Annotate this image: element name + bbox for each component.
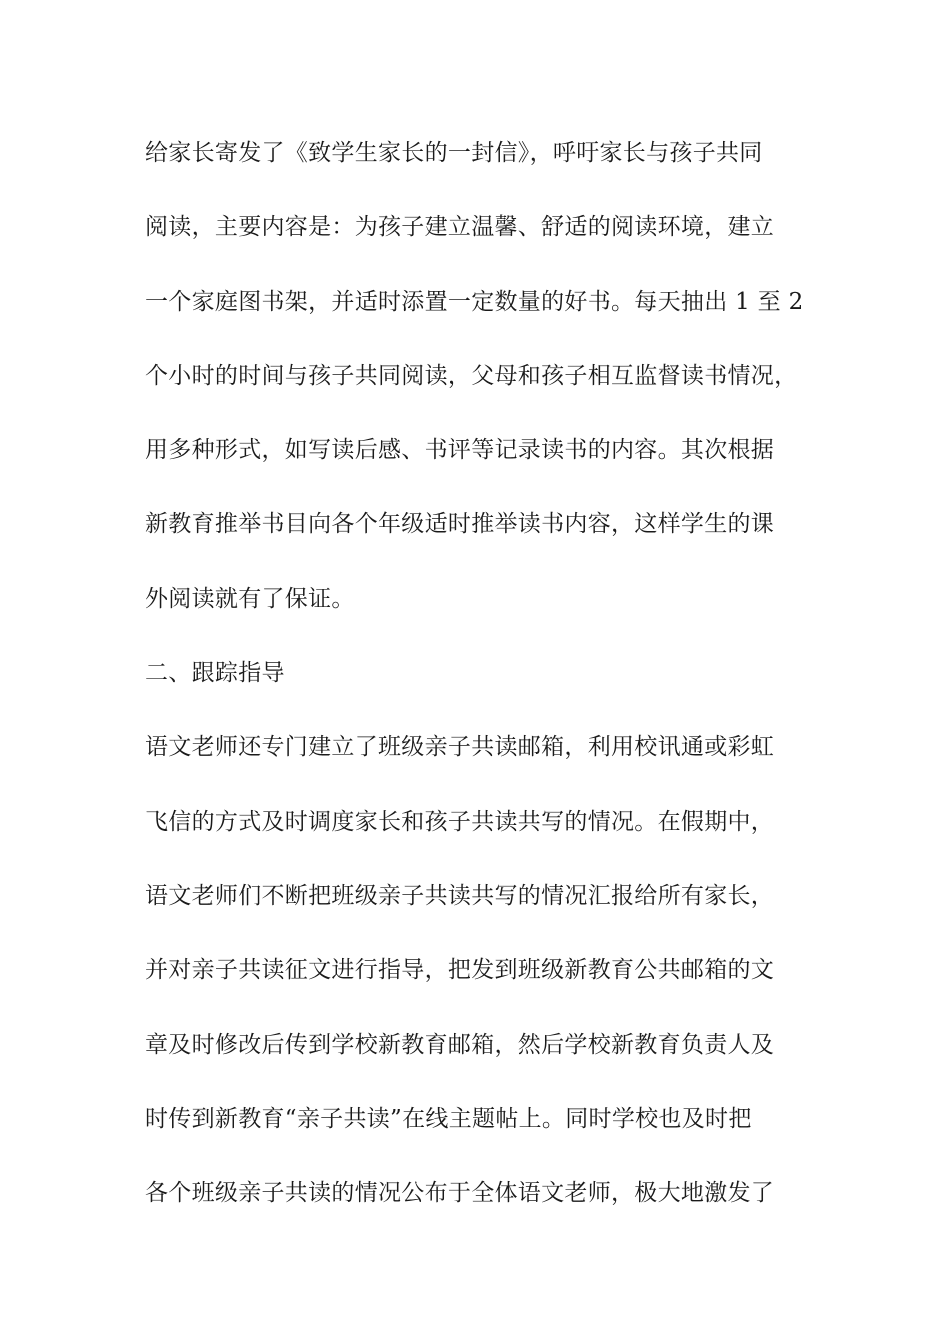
text-line: 一个家庭图书架，并适时添置一定数量的好书。每天抽出 1 至 2 [145,288,804,315]
text-line: 飞信的方式及时调度家长和孩子共读共写的情况。在假期中， [145,808,775,835]
text-line: 阅读，主要内容是：为孩子建立温馨、舒适的阅读环境，建立 [145,214,775,241]
text-line: 给家长寄发了《致学生家长的一封信》，呼吁家长与孩子共同 [145,140,763,166]
text-line: 各个班级亲子共读的情况公布于全体语文老师，极大地激发了 [145,1180,775,1207]
text-line: 新教育推举书目向各个年级适时推举读书内容，这样学生的课 [145,511,775,538]
text-line: 语文老师们不断把班级亲子共读共写的情况汇报给所有家长， [145,882,775,909]
text-line: 外阅读就有了保证。 [145,585,355,612]
text-line: 用多种形式，如写读后感、书评等记录读书的内容。其次根据 [145,437,775,464]
text-line: 并对亲子共读征文进行指导，把发到班级新教育公共邮箱的文 [145,957,775,984]
section-heading: 二、跟踪指导 [145,660,285,687]
text-line: 个小时的时间与孩子共同阅读，父母和孩子相互监督读书情况， [145,362,798,389]
text-line: 时传到新教育“亲子共读”在线主题帖上。同时学校也及时把 [145,1105,752,1132]
text-line: 语文老师还专门建立了班级亲子共读邮箱，利用校讯通或彩虹 [145,734,775,761]
body-text [145,128,825,1242]
text-line: 章及时修改后传到学校新教育邮箱，然后学校新教育负责人及 [145,1031,775,1058]
